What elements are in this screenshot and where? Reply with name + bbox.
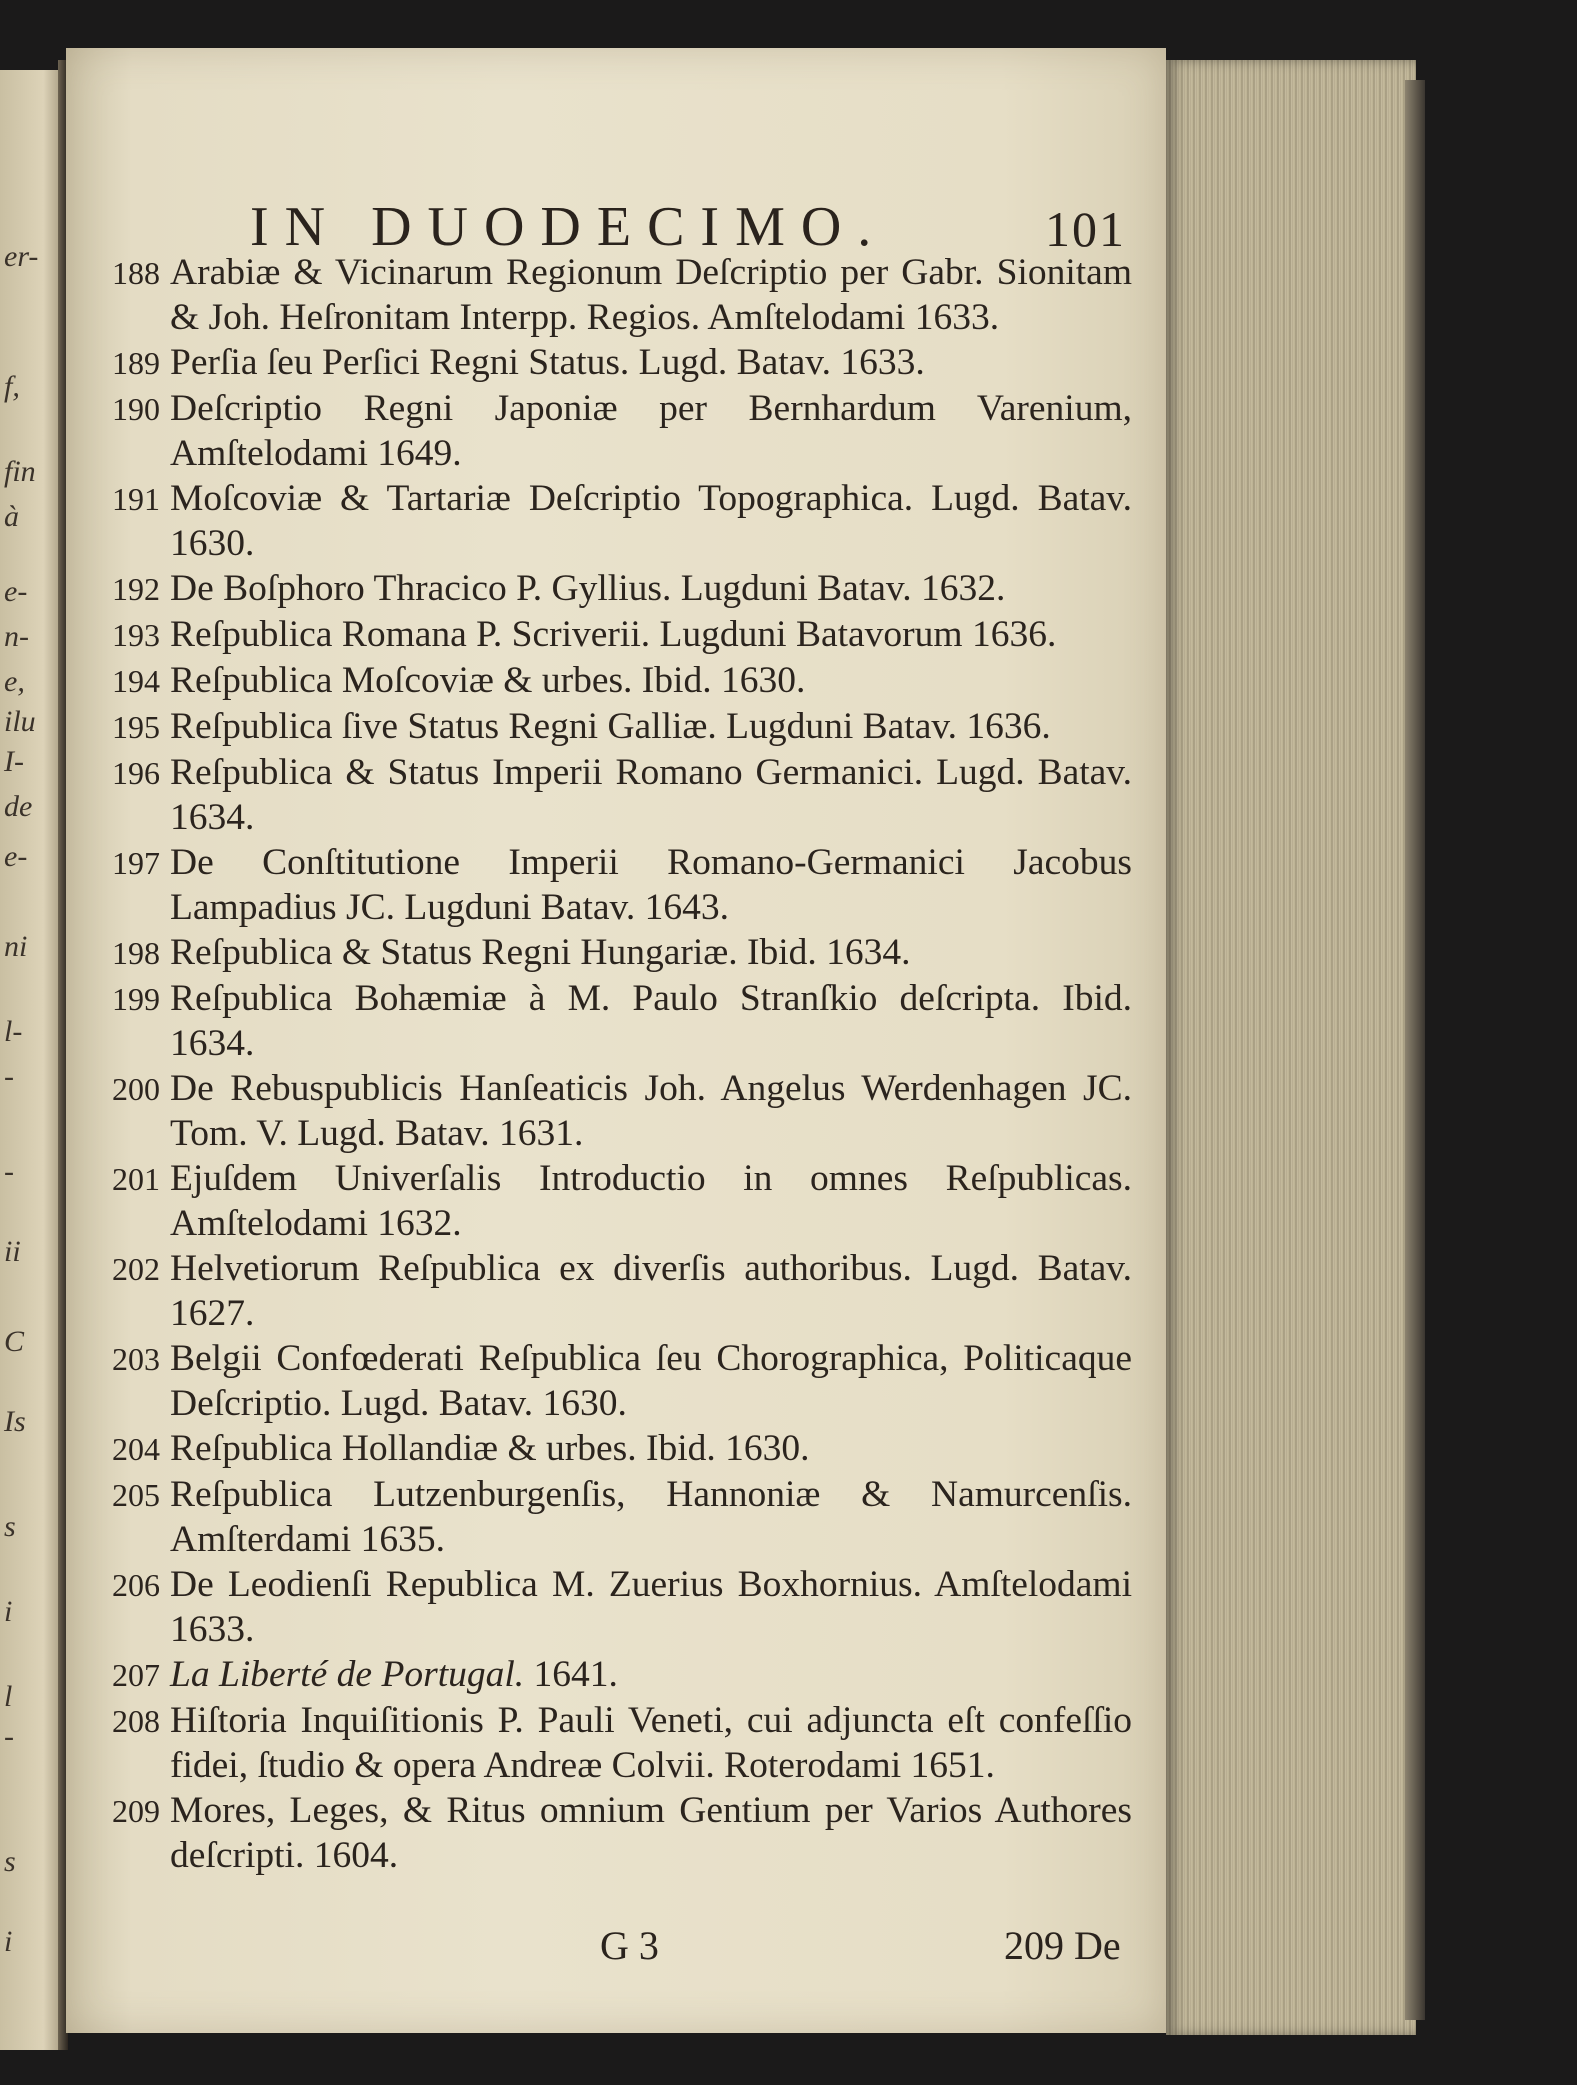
entry-text: Moſcoviæ & Tartariæ Deſcriptio Topographica. Lugd. Batav. 1630.: [170, 478, 1132, 564]
margin-fragment: fin: [4, 455, 36, 488]
catalog-entry: [112, 750, 1132, 840]
entry-text: Deſcriptio Regni Japoniæ per Bernhardum Varenium, Amſtelodami 1649.: [170, 388, 1132, 474]
entry-text: Arabiæ & Vicinarum Regionum Deſcriptio per Gabr. Sionitam & Joh. Heſronitam Interpp. Regios. Amſtelodami 1633.: [170, 252, 1132, 338]
fore-edge-shadow: [1405, 80, 1425, 2020]
entry-text: Reſpublica Bohæmiæ à M. Paulo Stranſkio deſcripta. Ibid. 1634.: [170, 978, 1132, 1064]
page-number: 101: [1045, 201, 1126, 257]
margin-fragment: ii: [4, 1235, 21, 1268]
entry-text: Hiſtoria Inquiſitionis P. Pauli Veneti, cui adjuncta eſt confeſſio fidei, ſtudio & opera Andreæ Colvii. Roterodami 1651.: [170, 1700, 1132, 1786]
margin-fragment: -: [4, 1720, 14, 1753]
entry-text: Reſpublica Lutzenburgenſis, Hannoniæ & Namurcenſis. Amſterdami 1635.: [170, 1474, 1132, 1560]
facing-page-edge: [0, 70, 62, 2050]
entry-text: Reſpublica Moſcoviæ & urbes. Ibid. 1630.: [170, 660, 806, 701]
catalog-entry: [112, 1066, 1132, 1156]
entry-text: Ejuſdem Univerſalis Introductio in omnes Reſpublicas. Amſtelodami 1632.: [170, 1158, 1132, 1244]
entry-text: De Boſphoro Thracico P. Gyllius. Lugduni Batav. 1632.: [170, 568, 1006, 609]
entry-number: 190: [112, 391, 160, 427]
catalog-entry: [112, 1156, 1132, 1246]
entry-text: Helvetiorum Reſpublica ex diverſis authoribus. Lugd. Batav. 1627.: [170, 1248, 1132, 1334]
catalog-entry: [112, 840, 1132, 930]
entry-number: 188: [112, 255, 160, 291]
entry-text: Reſpublica & Status Regni Hungariæ. Ibid. 1634.: [170, 932, 911, 973]
margin-fragment: er-: [4, 240, 39, 273]
catalog-entry: [112, 250, 1132, 340]
catalog-entry: [112, 658, 1132, 704]
entry-number: 202: [112, 1251, 160, 1287]
catalog-entry: [112, 386, 1132, 476]
entry-number: 207: [112, 1657, 160, 1693]
catalog-entry: [112, 566, 1132, 612]
entry-number: 198: [112, 935, 160, 971]
margin-fragment: ni: [4, 930, 28, 963]
margin-fragment: e,: [4, 665, 25, 698]
catalog-entry: [112, 1472, 1132, 1562]
margin-fragment: l: [4, 1680, 13, 1713]
catalog-entry: [112, 1788, 1132, 1878]
catalog-entry: [112, 930, 1132, 976]
entry-text: De Rebuspublicis Hanſeaticis Joh. Angelus Werdenhagen JC. Tom. V. Lugd. Batav. 1631.: [170, 1068, 1132, 1154]
entry-number: 201: [112, 1161, 160, 1197]
catalog-entries: [112, 250, 1132, 1878]
margin-fragment: l-: [4, 1015, 23, 1048]
margin-fragment: n-: [4, 620, 29, 653]
entry-number: 197: [112, 845, 160, 881]
entry-text: Reſpublica ſive Status Regni Galliæ. Lugduni Batav. 1636.: [170, 706, 1051, 747]
entry-number: 193: [112, 617, 160, 653]
entry-number: 194: [112, 663, 160, 699]
entry-text: Perſia ſeu Perſici Regni Status. Lugd. Batav. 1633.: [170, 342, 925, 383]
margin-fragment: C: [4, 1325, 25, 1358]
entry-number: 203: [112, 1341, 160, 1377]
margin-fragment: e-: [4, 575, 28, 608]
catalog-entry: [112, 476, 1132, 566]
margin-fragment: à: [4, 500, 19, 533]
entry-italic-title: La Liberté de Portugal.: [170, 1654, 525, 1695]
catalog-entry: [112, 976, 1132, 1066]
entry-text: [164, 1652, 1132, 1697]
catalog-entry: [112, 1698, 1132, 1788]
entry-text: Reſpublica & Status Imperii Romano Germanici. Lugd. Batav. 1634.: [170, 752, 1132, 838]
margin-fragment: i: [4, 1925, 13, 1958]
entry-number: 189: [112, 345, 160, 381]
entry-number: 196: [112, 755, 160, 791]
entry-number: 204: [112, 1431, 160, 1467]
entry-text: De Conſtitutione Imperii Romano-Germanici Jacobus Lampadius JC. Lugduni Batav. 1643.: [170, 842, 1132, 928]
catalog-entry: [112, 1652, 1132, 1698]
entry-text: De Leodienſi Republica M. Zuerius Boxhornius. Amſtelodami 1633.: [170, 1564, 1132, 1650]
catalog-entry: [112, 340, 1132, 386]
margin-fragment: Is: [4, 1405, 26, 1438]
catalog-entry: [112, 704, 1132, 750]
entry-number: 191: [112, 481, 160, 517]
entry-number: 208: [112, 1703, 160, 1739]
margin-fragment: i: [4, 1595, 13, 1628]
entry-number: 192: [112, 571, 160, 607]
margin-fragment: s: [4, 1510, 16, 1543]
running-head: IN DUODECIMO.: [250, 196, 888, 258]
entry-number: 199: [112, 981, 160, 1017]
margin-fragment: e-: [4, 840, 28, 873]
catalog-entry: [112, 1336, 1132, 1426]
entry-number: 195: [112, 709, 160, 745]
margin-fragment: I-: [4, 745, 24, 778]
signature-mark: G 3: [600, 1923, 659, 1968]
margin-fragment: -: [4, 1060, 14, 1093]
catchword: 209 De: [1004, 1923, 1121, 1968]
margin-fragment: ilu: [4, 705, 36, 738]
catalog-entry: [112, 1246, 1132, 1336]
entry-number: 209: [112, 1793, 160, 1829]
catalog-entry: [112, 1562, 1132, 1652]
catalog-entry: [112, 612, 1132, 658]
entry-year: 1641.: [533, 1654, 618, 1695]
entry-number: 206: [112, 1567, 160, 1603]
entry-text: Reſpublica Hollandiæ & urbes. Ibid. 1630.: [170, 1428, 810, 1469]
margin-fragment: s: [4, 1845, 16, 1878]
page-fore-edge: [1166, 60, 1416, 2035]
margin-fragment: f,: [4, 370, 20, 403]
entry-text: Mores, Leges, & Ritus omnium Gentium per Varios Authores deſcripti. 1604.: [170, 1790, 1132, 1876]
margin-fragment: de: [4, 790, 33, 823]
entry-text: Reſpublica Romana P. Scriverii. Lugduni Batavorum 1636.: [170, 614, 1057, 655]
margin-fragment: -: [4, 1155, 14, 1188]
catalog-entry: [112, 1426, 1132, 1472]
entry-text: Belgii Confœderati Reſpublica ſeu Chorographica, Politicaque Deſcriptio. Lugd. Batav. 1630.: [170, 1338, 1132, 1424]
entry-number: 205: [112, 1477, 160, 1513]
entry-number: 200: [112, 1071, 160, 1107]
